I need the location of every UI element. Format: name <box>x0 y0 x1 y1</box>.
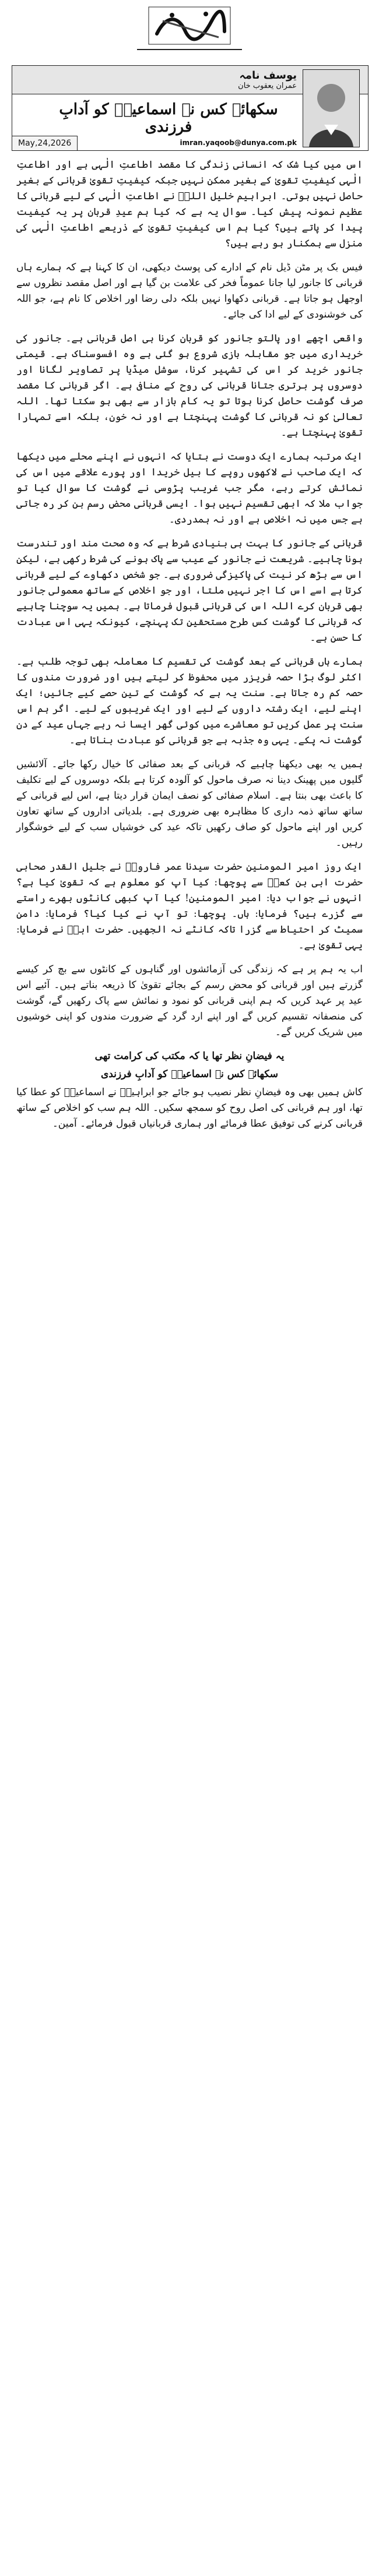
column-title: سکھائے کس نے اسماعیلؑ کو آدابِ فرزندی <box>59 101 278 136</box>
logo-calligraphy-icon <box>137 3 242 49</box>
article-closing: کاش ہمیں بھی وہ فیضانِ نظر نصیب ہو جائے جو ابراہیمؑ نے اسماعیلؑ کو عطا کیا تھا، اور ہم قربانی کی اصل روح کو سمجھ سکیں۔ اللہ ہم سب کو اخلاص کے ساتھ قربانی کرنے کی توفیق عطا فرمائے اور ہماری قربانیاں قبول فرمائے۔ آمین۔ <box>16 1086 363 1130</box>
article-paragraph: اس میں کیا شک کہ انسانی زندگی کا مقصد اطاعتِ الٰہی ہے اور اطاعتِ الٰہی کیفیتِ تقویٰ کے بغیر ممکن نہیں جبکہ کیفیتِ تقویٰ قربانی کے بغیر حاصل نہیں ہوتی۔ ابراہیم خلیل اللہؑ نے اطاعتِ الٰہی کے لیے قربانی کا عظیم نمونہ پیش کیا۔ سوال یہ ہے کہ کیا ہم عیدِ قربان پر یہ کیفیت پیدا کر پاتے ہیں؟ کیا ہم اس کیفیتِ تقویٰ کے ذریعے اطاعتِ الٰہی کی منزل سے ہمکنار ہو رہے ہیں؟ <box>16 159 363 249</box>
poetry-line: یہ فیضانِ نظر تھا یا کہ مکتب کی کرامت تھی <box>94 1050 285 1062</box>
article-body <box>16 157 363 1140</box>
publish-date: May,24,2026 <box>12 136 78 150</box>
column-header <box>0 0 379 175</box>
column-series-name: یوسف نامہ <box>239 69 297 82</box>
article-paragraph: ایک مرتبہ ہمارے ایک دوست نے بتایا کہ انہوں نے اپنے محلے میں دیکھا کہ ایک صاحب نے لاکھوں روپے کا بیل خریدا اور پورے علاقے میں اس کی نمائش کرتے رہے، مگر جب غریب پڑوسی نے گوشت کا سوال کیا تو جواب ملا کہ ابھی تقسیم نہیں ہوا۔ ایسی قربانی محض رسم بن کر رہ جاتی ہے جس میں نہ اخلاص ہے اور نہ ہمدردی۔ <box>16 451 363 525</box>
article-paragraph: واقعی اچھے اور پالتو جانور کو قربان کرنا ہی اصل قربانی ہے۔ جانور کی خریداری میں جو مقابلہ بازی شروع ہو گئی ہے وہ افسوسناک ہے۔ قیمتی جانور خرید کر اس کی تشہیر کرنا، سوشل میڈیا پر تصاویر لگانا اور دوسروں پر برتری جتانا قربانی کی روح کے منافی ہے۔ اگر قربانی کا مقصد صرف گوشت حاصل کرنا ہوتا تو یہ کام بازار سے بھی ہو سکتا تھا۔ اللہ تعالیٰ کو نہ قربانی کا گوشت پہنچتا ہے اور نہ خون، بلکہ اسے تمہارا تقویٰ پہنچتا ہے۔ <box>16 333 363 439</box>
author-name: عمران یعقوب خان <box>238 82 297 90</box>
author-photo-icon <box>303 70 359 147</box>
article-paragraph: ہمیں یہ بھی دیکھنا چاہیے کہ قربانی کے بعد صفائی کا خیال رکھا جائے۔ آلائشیں گلیوں میں پھینک دینا نہ صرف ماحول کو آلودہ کرتا ہے بلکہ دوسروں کے لیے تکلیف کا باعث بھی بنتا ہے۔ اسلام صفائی کو نصف ایمان قرار دیتا ہے، اس لیے قربانی کے ساتھ ساتھ ذمہ داری کا مظاہرہ بھی ضروری ہے۔ بلدیاتی اداروں کے ساتھ تعاون کریں اور اپنے ماحول کو صاف رکھیں تاکہ عید کی خوشیاں سب کے لیے خوشگوار رہیں۔ <box>16 758 363 849</box>
newspaper-logo <box>137 3 242 50</box>
article-paragraph: فیس بک پر مٹن ڈیل نام کے ادارے کی پوسٹ دیکھی، ان کا کہنا ہے کہ ہمارے ہاں قربانی کا جانور لیا جانا عموماً فخر کی علامت بن گیا ہے اور اصل مقصد نظروں سے اوجھل ہو جاتا ہے۔ قربانی دکھاوا نہیں بلکہ دلی رضا اور اخلاص کا نام ہے، جو اللہ کی خوشنودی کے لیے ادا کی جائے۔ <box>16 262 363 320</box>
poetry-line: سکھائے کس نے اسماعیلؑ کو آدابِ فرزندی <box>100 1068 279 1080</box>
article-paragraph: ایک روز امیر المومنین حضرت سیدنا عمر فاروقؓ نے جلیل القدر صحابی حضرت ابی بن کعبؓ سے پوچھا: کیا آپ کو معلوم ہے کہ تقویٰ کیا ہے؟ انہوں نے جواب دیا: امیر المومنین! کیا آپ کبھی کانٹوں بھرے راستے سے گزرے ہیں؟ فرمایا: ہاں۔ پوچھا: تو آپ نے کیا کیا؟ فرمایا: دامن سمیٹ کر احتیاط سے گزرا تاکہ کانٹے نہ الجھیں۔ حضرت ابیؓ نے فرمایا: یہی تقویٰ ہے۔ <box>16 861 363 951</box>
article-paragraph: اب یہ ہم پر ہے کہ زندگی کی آزمائشوں اور گناہوں کے کانٹوں سے بچ کر کیسے گزرتے ہیں اور قربانی کو محض رسم کے بجائے تقویٰ کا ذریعہ بناتے ہیں۔ آئیے اس عید پر عہد کریں کہ ہم اپنی قربانی کو نمود و نمائش سے پاک رکھیں گے، گوشت کی منصفانہ تقسیم کریں گے اور اپنے ارد گرد کے ضرورت مندوں کو اپنی خوشیوں میں شریک کریں گے۔ <box>16 964 363 1038</box>
author-email: imran.yaqoob@dunya.com.pk <box>180 139 297 147</box>
article-paragraph: قربانی کے جانور کا بہت ہی بنیادی شرط ہے کہ وہ صحت مند اور تندرست ہونا چاہیے۔ شریعت نے جانور کے عیب سے پاک ہونے کی شرط رکھی ہے، لیکن اس سے بڑھ کر نیت کی پاکیزگی ضروری ہے۔ جو شخص دکھاوے کے لیے قربانی کرتا ہے اسے اس کا اجر نہیں ملتا، اور جو اخلاص کے ساتھ معمولی جانور بھی قربان کرے اللہ اس کی قربانی قبول فرماتا ہے۔ ہمیں یہ سوچنا چاہیے کہ قربانی کا گوشت کس طرح مستحقین تک پہنچے، کیونکہ یہی اس عبادت کا حسن ہے۔ <box>16 538 363 644</box>
column-title-panel <box>12 65 369 151</box>
article-paragraph: ہمارے ہاں قربانی کے بعد گوشت کی تقسیم کا معاملہ بھی توجہ طلب ہے۔ اکثر لوگ بڑا حصہ فریزر میں محفوظ کر لیتے ہیں اور ضرورت مندوں کا حصہ کم رہ جاتا ہے۔ سنت یہ ہے کہ گوشت کے تین حصے کیے جائیں؛ ایک اپنے لیے، ایک رشتہ داروں کے لیے اور ایک غریبوں کے لیے۔ اگر ہم اس سنت پر عمل کریں تو معاشرے میں کوئی گھر ایسا نہ رہے جہاں عید کے دن گوشت نہ پکے۔ یہی وہ جذبہ ہے جو قربانی کو عبادت بناتا ہے۔ <box>16 656 363 746</box>
author-avatar <box>303 69 360 147</box>
